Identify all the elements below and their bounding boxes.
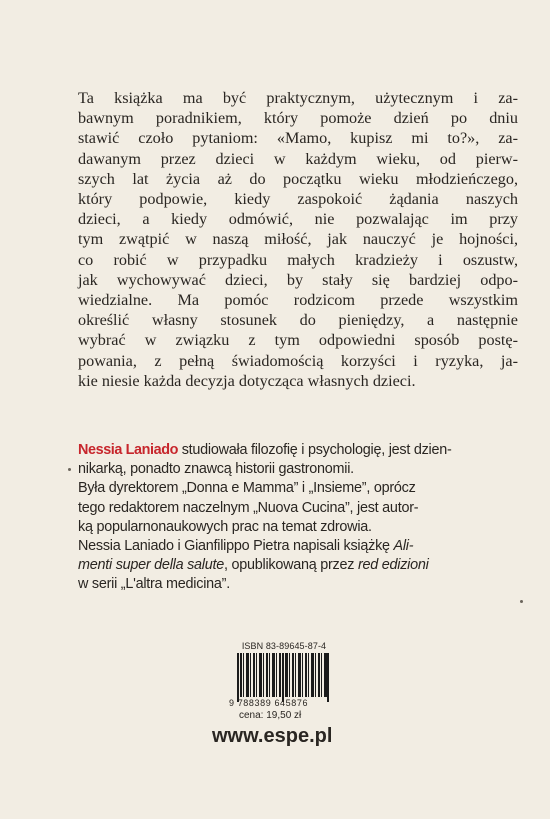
isbn-label: ISBN 83-89645-87-4 [241,641,327,651]
book-description [78,88,518,391]
barcode-number: 9 788389 645876 [229,698,309,708]
bio-text: studiowała filozofię i psychologię, jest dzien- [177,442,452,458]
description-line: bawnym poradnikiem, który pomoże dzień po dniu [78,109,518,128]
bio-line [78,537,528,556]
description-line: który podpowie, kiedy zaspokoić żądania naszych [78,190,518,209]
publisher-website: www.espe.pl [212,725,333,747]
book-title-part: menti super della salute [78,557,224,574]
description-line: stawić czoło pytaniom: «Mamo, kupisz mi to?», za- [78,129,518,148]
bio-line: w serii „L'altra medicina”. [78,576,230,593]
author-bio [78,441,528,595]
description-line: co robić w przypadku małych kradzieży i oszustw, [78,250,518,269]
bio-text: Nessia Laniado i Gianfilippo Pietra napisali książkę [78,538,394,555]
author-name: Nessia Laniado [78,442,178,458]
description-line: kie niesie każda decyzja dotycząca własnych dzieci. [78,371,416,390]
description-line: określić własny stosunek do pieniędzy, a następnie [78,311,518,330]
description-line: Ta książka ma być praktycznym, użytecznym i za- [78,89,518,107]
description-line: jak wychowywać dzieci, by stały się bardziej odpo- [78,270,518,289]
description-line: wybrać w związku z tym odpowiedni sposób postę- [78,331,518,350]
description-line: powania, z pełną świadomością korzyści i ryzyka, ja- [78,351,518,370]
description-line: dzieci, a kiedy odmówić, nie pozwalając im przy [78,210,518,229]
description-line: szych lat życia aż do początku wieku młodzieńczego, [78,169,518,188]
print-speck [520,600,523,603]
description-line: wiedzialne. Ma pomóc rodzicom przede wszystkim [78,291,518,310]
print-speck [68,468,71,471]
barcode-icon [237,653,329,697]
bio-line: tego redaktorem naczelnym „Nuova Cucina”, jest autor- [78,499,419,516]
bio-line: ką popularnonaukowych prac na temat zdrowia. [78,518,372,535]
bio-line: nikarką, ponadto znawcą historii gastronomii. [78,461,354,478]
book-title-part: Ali- [393,538,414,555]
description-line: tym zwątpić w naszą miłość, jak nauczyć je hojności, [78,230,518,249]
bio-text: , opublikowaną przez [224,557,358,574]
bio-line [78,441,528,460]
price-label: cena: 19,50 zł [239,710,302,721]
bio-line: Była dyrektorem „Donna e Mamma” i „Insieme”, oprócz [78,480,416,497]
bio-line [78,556,528,575]
barcode-block [229,641,339,721]
publisher-name: red edizioni [357,557,429,574]
description-line: dawanym przez dzieci w każdym wieku, od pierw- [78,149,518,168]
